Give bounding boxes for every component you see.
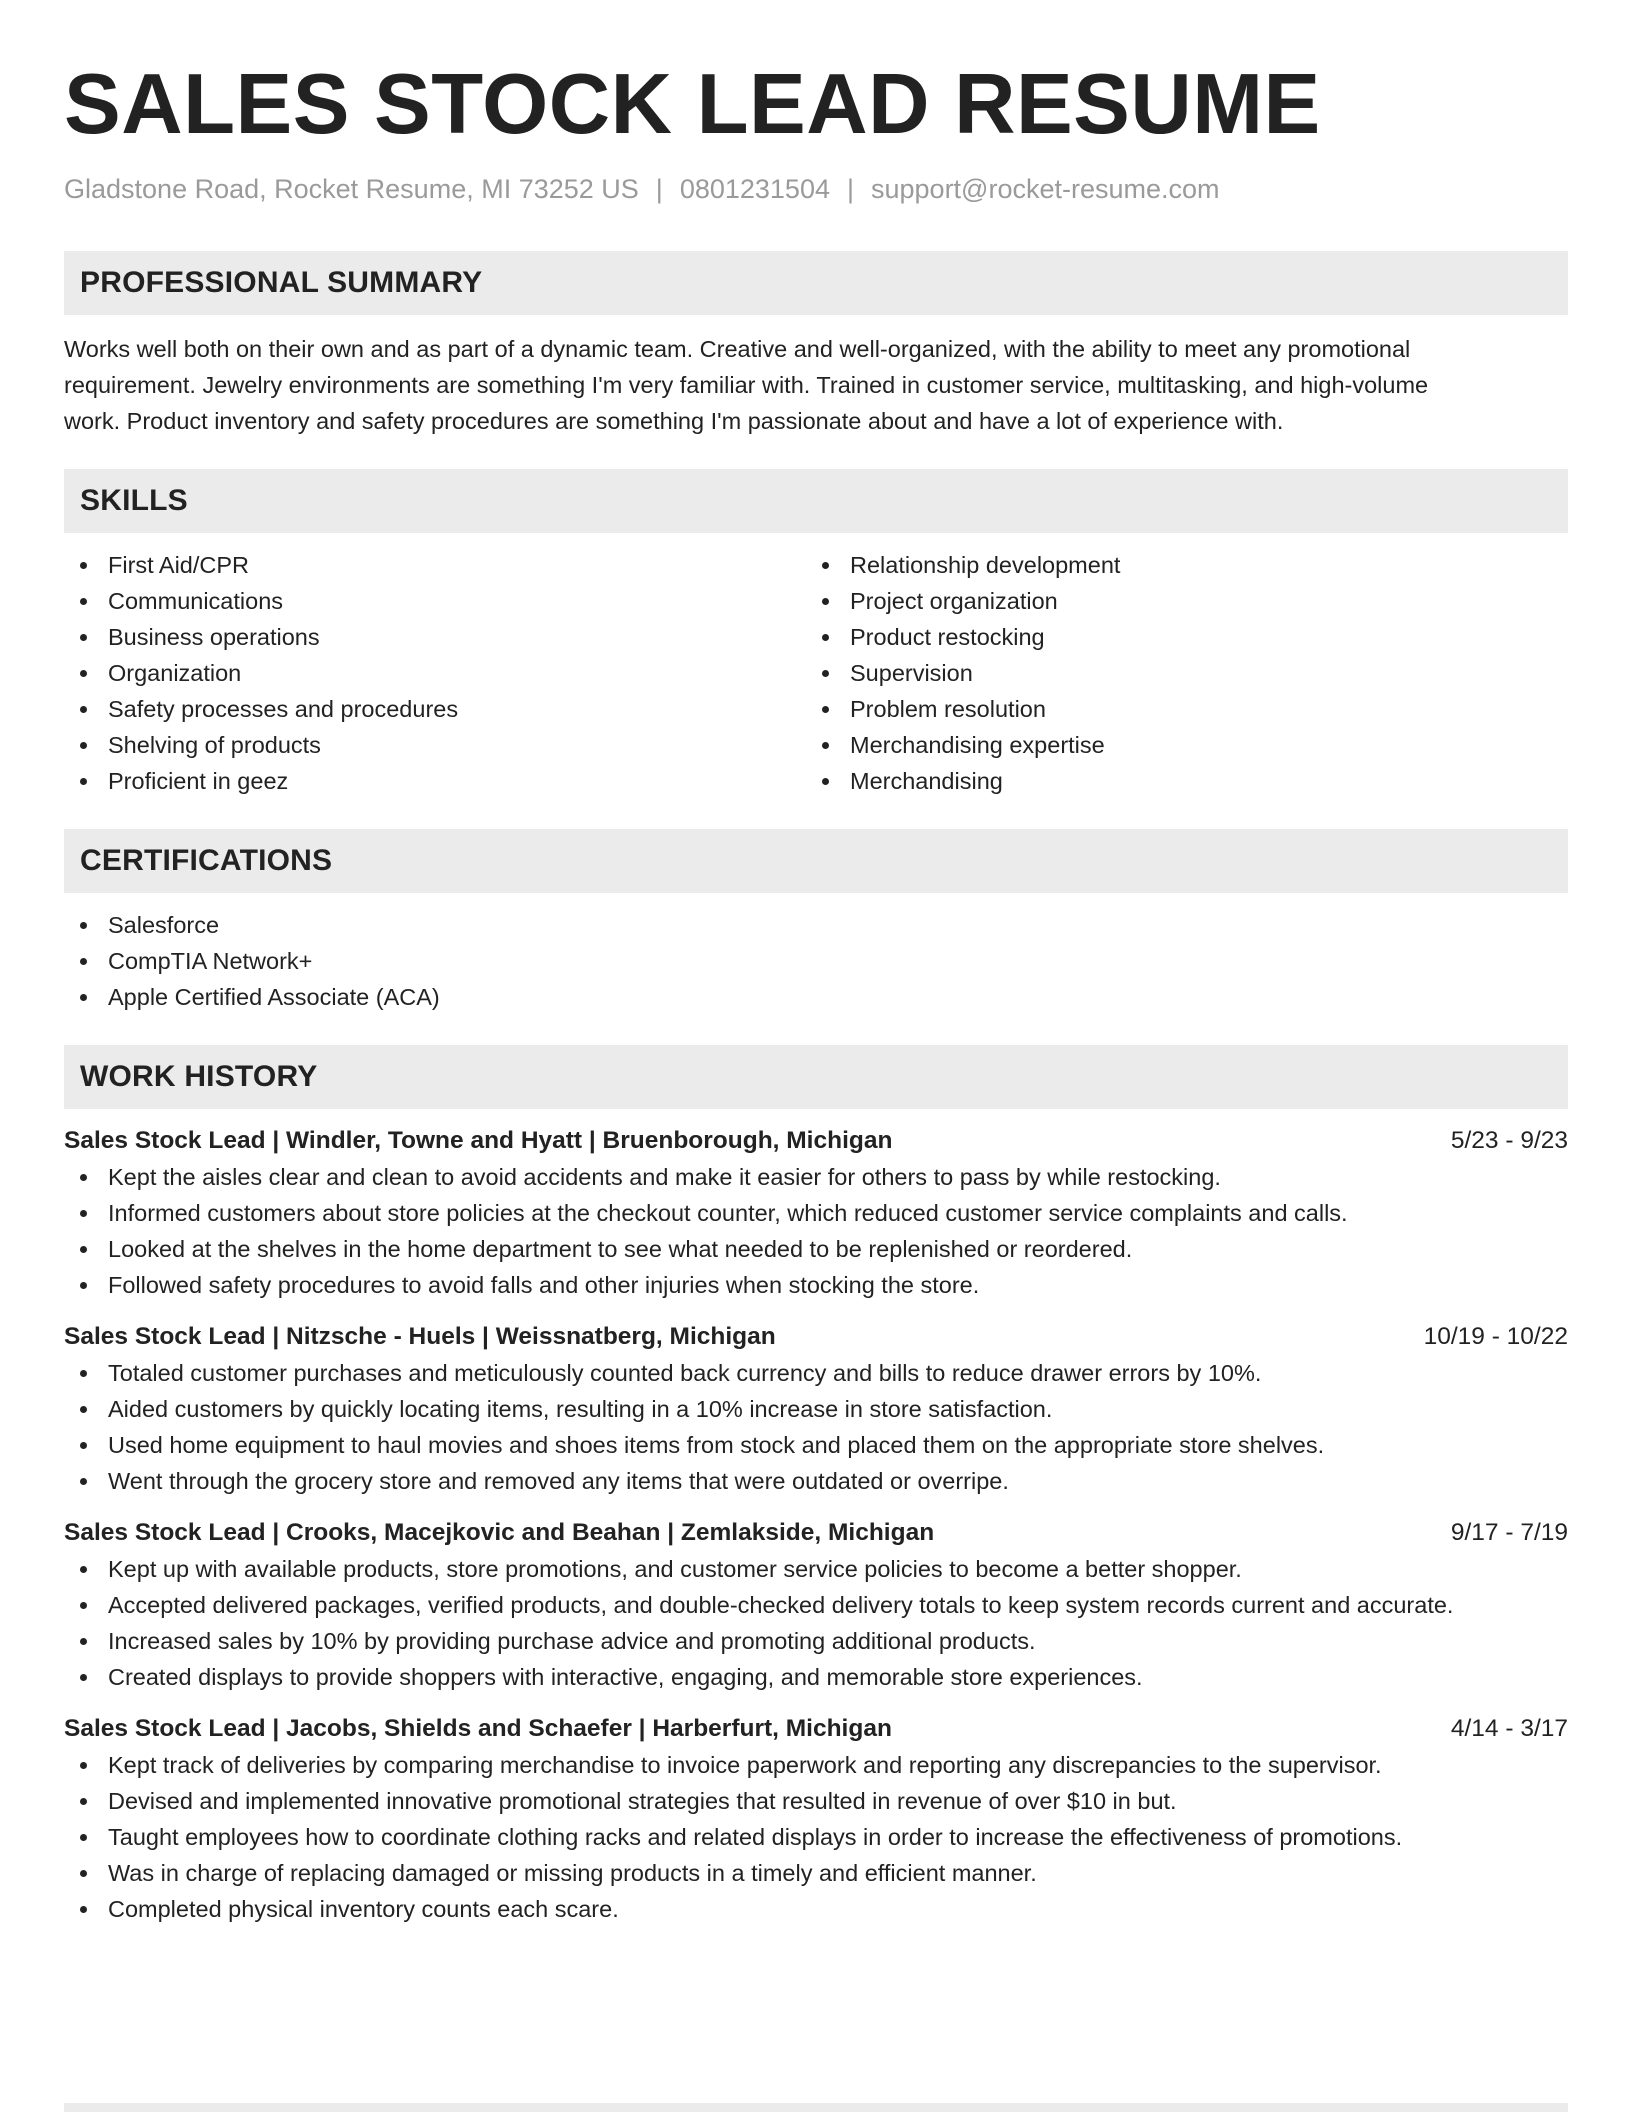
job-duty: Kept track of deliveries by comparing merchandise to invoice paperwork and reporting any discrepancies to the supervisor. bbox=[64, 1747, 1568, 1783]
contact-separator: | bbox=[846, 174, 854, 204]
summary-line: work. Product inventory and safety procedures are something I'm passionate about and have a lot of experience with. bbox=[64, 408, 1284, 434]
certifications-list bbox=[64, 907, 1568, 1015]
job-duty: Taught employees how to coordinate clothing racks and related displays in order to increase the effectiveness of promotions. bbox=[64, 1819, 1568, 1855]
job-duty: Aided customers by quickly locating items, resulting in a 10% increase in store satisfaction. bbox=[64, 1391, 1568, 1427]
job-duties bbox=[64, 1159, 1568, 1303]
skill-item: Project organization bbox=[806, 583, 1548, 619]
job-duties bbox=[64, 1747, 1568, 1927]
skill-item: First Aid/CPR bbox=[64, 547, 806, 583]
summary-line: requirement. Jewelry environments are something I'm very familiar with. Trained in customer service, multitasking, and high-volume bbox=[64, 372, 1429, 398]
summary-text bbox=[64, 331, 1568, 439]
skill-item: Merchandising bbox=[806, 763, 1548, 799]
job-dates: 5/23 - 9/23 bbox=[1450, 1127, 1568, 1154]
contact-line bbox=[64, 171, 1568, 207]
job-duty: Followed safety procedures to avoid falls and other injuries when stocking the store. bbox=[64, 1267, 1568, 1303]
job-title: Sales Stock Lead | Crooks, Macejkovic and Beahan | Zemlakside, Michigan bbox=[64, 1519, 935, 1546]
work-history-heading: WORK HISTORY bbox=[64, 1045, 1568, 1109]
job-duty: Totaled customer purchases and meticulously counted back currency and bills to reduce drawer errors by 10%. bbox=[64, 1355, 1568, 1391]
skill-item: Safety processes and procedures bbox=[64, 691, 806, 727]
certification-item: Salesforce bbox=[64, 907, 1568, 943]
job-title: Sales Stock Lead | Nitzsche - Huels | Weissnatberg, Michigan bbox=[64, 1323, 776, 1350]
job-dates: 10/19 - 10/22 bbox=[1423, 1323, 1568, 1350]
job-duty: Used home equipment to haul movies and shoes items from stock and placed them on the appropriate store shelves. bbox=[64, 1427, 1568, 1463]
skill-item: Merchandising expertise bbox=[806, 727, 1548, 763]
job-duty: Increased sales by 10% by providing purchase advice and promoting additional products. bbox=[64, 1623, 1568, 1659]
job-header bbox=[64, 1515, 1568, 1551]
contact-address: Gladstone Road, Rocket Resume, MI 73252 US bbox=[64, 174, 639, 204]
job-dates: 9/17 - 7/19 bbox=[1450, 1519, 1568, 1546]
job-duties bbox=[64, 1551, 1568, 1695]
skill-item: Communications bbox=[64, 583, 806, 619]
job-duty: Devised and implemented innovative promotional strategies that resulted in revenue of over $10 in but. bbox=[64, 1783, 1568, 1819]
skill-item: Supervision bbox=[806, 655, 1548, 691]
certification-item: Apple Certified Associate (ACA) bbox=[64, 979, 1568, 1015]
job-entry bbox=[64, 1319, 1568, 1499]
job-duty: Was in charge of replacing damaged or missing products in a timely and efficient manner. bbox=[64, 1855, 1568, 1891]
skills-grid bbox=[64, 547, 1568, 799]
job-dates: 4/14 - 3/17 bbox=[1450, 1715, 1568, 1742]
job-duty: Informed customers about store policies at the checkout counter, which reduced customer service complaints and calls. bbox=[64, 1195, 1568, 1231]
skill-item: Business operations bbox=[64, 619, 806, 655]
certifications-heading: CERTIFICATIONS bbox=[64, 829, 1568, 893]
job-duty: Created displays to provide shoppers with interactive, engaging, and memorable store experiences. bbox=[64, 1659, 1568, 1695]
job-entry bbox=[64, 1711, 1568, 1927]
skill-item: Relationship development bbox=[806, 547, 1548, 583]
contact-email: support@rocket-resume.com bbox=[871, 174, 1220, 204]
contact-separator: | bbox=[655, 174, 663, 204]
job-entry bbox=[64, 1123, 1568, 1303]
job-header bbox=[64, 1319, 1568, 1355]
job-duty: Kept up with available products, store promotions, and customer service policies to become a better shopper. bbox=[64, 1551, 1568, 1587]
resume-title: SALES STOCK LEAD RESUME bbox=[64, 57, 1321, 152]
skills-column-right bbox=[806, 547, 1548, 799]
skills-heading: SKILLS bbox=[64, 469, 1568, 533]
job-duty: Completed physical inventory counts each scare. bbox=[64, 1891, 1568, 1927]
job-title: Sales Stock Lead | Jacobs, Shields and Schaefer | Harberfurt, Michigan bbox=[64, 1715, 892, 1742]
job-duty: Accepted delivered packages, verified products, and double-checked delivery totals to keep system records current and accurate. bbox=[64, 1587, 1568, 1623]
skill-item: Problem resolution bbox=[806, 691, 1548, 727]
skills-column-left bbox=[64, 547, 806, 799]
job-duty: Looked at the shelves in the home department to see what needed to be replenished or reordered. bbox=[64, 1231, 1568, 1267]
skill-item: Shelving of products bbox=[64, 727, 806, 763]
next-section-header-edge bbox=[64, 2103, 1568, 2112]
job-header bbox=[64, 1123, 1568, 1159]
skill-item: Product restocking bbox=[806, 619, 1548, 655]
resume-page bbox=[64, 0, 1568, 1927]
skill-item: Organization bbox=[64, 655, 806, 691]
job-duty: Kept the aisles clear and clean to avoid accidents and make it easier for others to pass by while restocking. bbox=[64, 1159, 1568, 1195]
skill-item: Proficient in geez bbox=[64, 763, 806, 799]
job-duty: Went through the grocery store and removed any items that were outdated or overripe. bbox=[64, 1463, 1568, 1499]
job-entry bbox=[64, 1515, 1568, 1695]
job-header bbox=[64, 1711, 1568, 1747]
certification-item: CompTIA Network+ bbox=[64, 943, 1568, 979]
summary-heading: PROFESSIONAL SUMMARY bbox=[64, 251, 1568, 315]
job-title: Sales Stock Lead | Windler, Towne and Hyatt | Bruenborough, Michigan bbox=[64, 1127, 893, 1154]
job-duties bbox=[64, 1355, 1568, 1499]
summary-line: Works well both on their own and as part of a dynamic team. Creative and well-organized, with the ability to meet any promotional bbox=[64, 336, 1411, 362]
contact-phone: 0801231504 bbox=[679, 174, 830, 204]
